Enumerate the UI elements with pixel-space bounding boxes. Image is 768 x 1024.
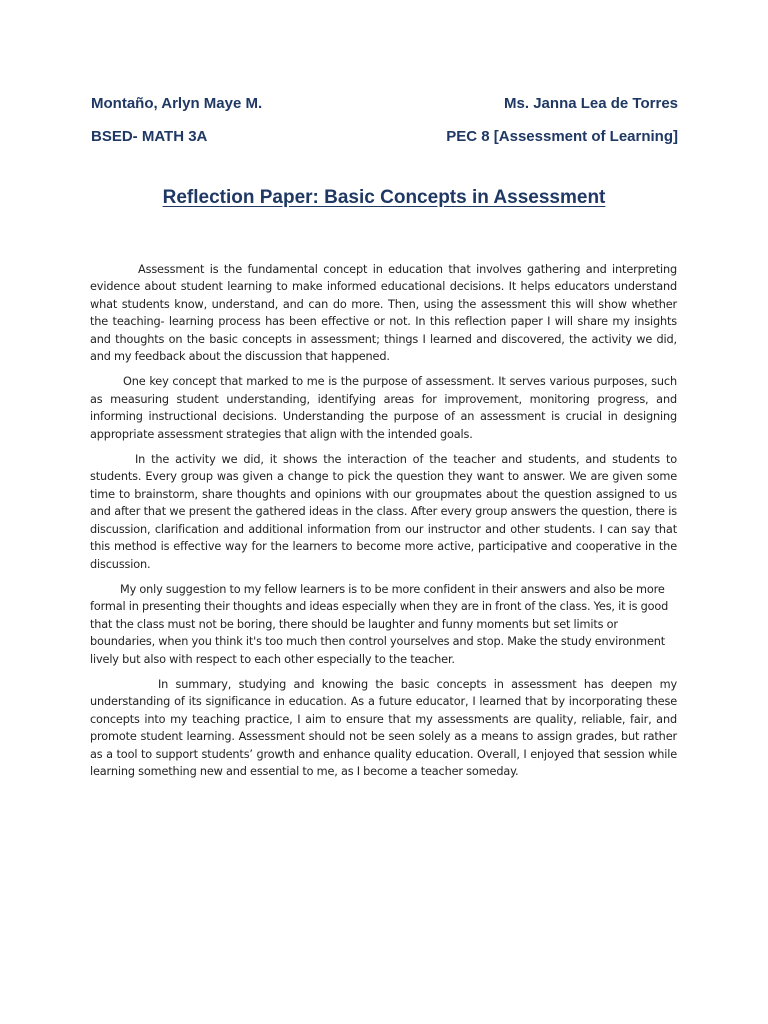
paragraph-activity: In the activity we did, it shows the interaction of the teacher and students, and students to students. Every group was given a change to pick the question they want to answer. We are given some time to brainstorm, share thoughts and opinions with our groupmates about the question assigned to us and after that we present the gathered ideas in the class. After every group answers the question, there is discussion, clarification and additional information from our instructor and other students. I can say that this method is effective way for the learners to become more active, participative and cooperative in the discussion. — [90, 453, 677, 571]
section-label: BSED- MATH 3A — [91, 128, 208, 145]
course-label: PEC 8 [Assessment of Learning] — [446, 128, 678, 145]
student-name: Montaño, Arlyn Maye M. — [91, 95, 263, 112]
header-row-names — [91, 95, 678, 112]
header-row-course — [91, 128, 678, 145]
paragraph-introduction: Assessment is the fundamental concept in education that involves gathering and interpreting evidence about student learning to make informed educational decisions. It helps educators understand what students know, understand, and can do more. Then, using the assessment this will show whether the teaching- learning process has been effective or not. In this reflection paper I will share my insights and thoughts on the basic concepts in assessment; things I learned and discovered, the activity we did, and my feedback about the discussion that happened. — [90, 263, 677, 364]
instructor-name: Ms. Janna Lea de Torres — [504, 95, 678, 112]
paragraph-suggestion: My only suggestion to my fellow learners is to be more confident in their answers and also be more formal in presenting their thoughts and ideas especially when they are in front of the class. Yes, it is good that the class must not be boring, there should be laughter and funny moments but set limits or boundaries, when you think it's too much then control yourselves and stop. Make the study environment lively but also with respect to each other especially to the teacher. — [90, 582, 669, 666]
paper-title: Reflection Paper: Basic Concepts in Assessment — [162, 187, 606, 208]
paragraph-summary: In summary, studying and knowing the basic concepts in assessment has deepen my understanding of its significance in education. As a future educator, I learned that by incorporating these concepts into my teaching practice, I aim to ensure that my assessments are quality, reliable, fair, and promote student learning. Assessment should not be seen solely as a means to assign grades, but rather as a tool to support students’ growth and enhance quality education. Overall, I enjoyed that session while learning something new and essential to me, as I become a teacher someday. — [90, 677, 677, 778]
paragraph-purpose: One key concept that marked to me is the purpose of assessment. It serves various purposes, such as measuring student understanding, identifying areas for improvement, monitoring progress, and informing instructional decisions. Understanding the purpose of an assessment is crucial in designing appropriate assessment strategies that align with the intended goals. — [90, 375, 677, 441]
paper-body — [90, 261, 677, 788]
